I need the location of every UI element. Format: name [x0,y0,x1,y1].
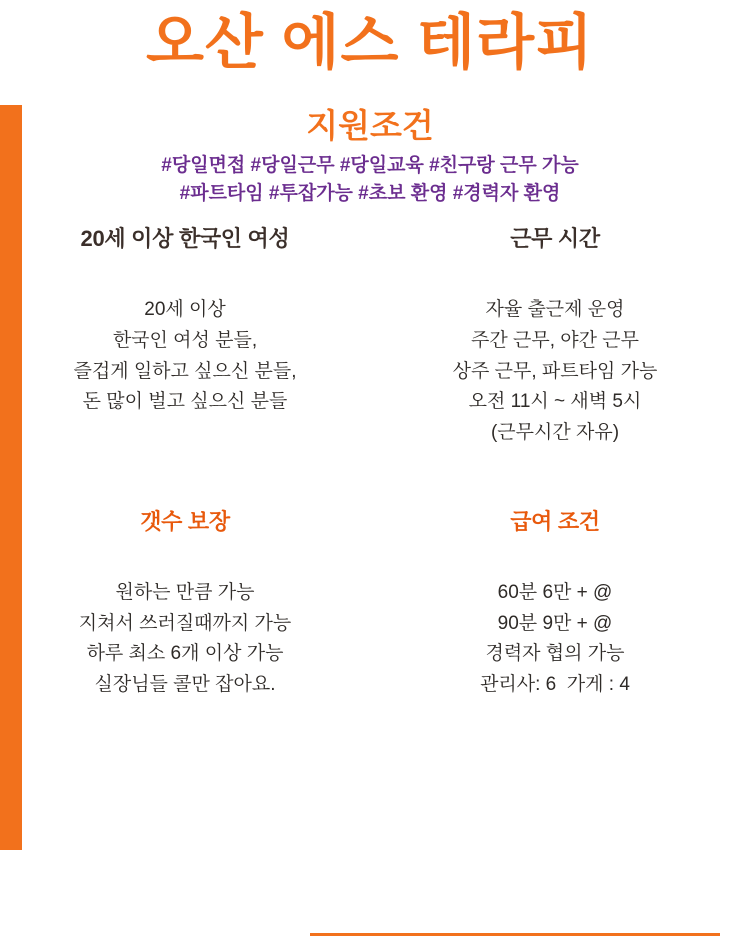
section-heading: 20세 이상 한국인 여성 [80,226,290,251]
conditions-grid [0,222,740,701]
section-line: 경력자 협의 가능 [485,643,625,665]
page-title: 오산 에스 테라피 [145,9,595,76]
section-count-guarantee [0,505,370,701]
section-line: 원하는 만큼 가능 [115,581,255,603]
section-line: 90분 9만 + @ [497,612,613,634]
section-line: 하루 최소 6개 이상 가능 [86,643,284,665]
section-line: 60분 6만 + @ [497,581,613,603]
section-line: 오전 11시 ~ 새벽 5시 [468,391,642,413]
section-line: 즐겁게 일하고 싶으신 분들, [73,360,297,382]
section-heading: 근무 시간 [510,226,600,251]
hashtag-line-2: #파트타임 #투잡가능 #초보 환영 #경력자 환영 [179,182,561,204]
section-line: 지쳐서 쓰러질때까지 가능 [78,612,292,634]
section-body [370,295,740,449]
hashtag-block [0,152,740,207]
section-line: 자율 출근제 운영 [485,299,625,320]
hashtag-line-1: #당일면접 #당일근무 #당일교육 #친구랑 근무 가능 [161,155,579,176]
page-subtitle: 지원조건 [306,107,434,144]
section-pay-conditions [370,505,740,701]
section-heading: 급여 조건 [510,508,600,534]
section-line: 한국인 여성 분들, [112,329,258,351]
section-body [0,295,370,418]
section-line: 상주 근무, 파트타임 가능 [452,360,658,382]
section-line: (근무시간 자유) [490,422,620,444]
section-heading: 갯수 보장 [140,508,230,534]
section-line: 실장님들 콜만 잡아요. [94,674,276,696]
section-line: 돈 많이 벌고 싶으신 분들 [82,391,288,413]
section-line: 주간 근무, 야간 근무 [471,329,639,351]
section-work-hours [370,222,740,449]
section-body [0,578,370,701]
section-line: 관리사: 6 가게 : 4 [480,674,630,696]
conditions-row-2 [0,505,740,701]
section-line: 20세 이상 [144,299,226,320]
section-age-requirement [0,222,370,449]
section-body [370,578,740,701]
footer-accent-line [310,933,720,936]
conditions-row-1 [0,222,740,449]
